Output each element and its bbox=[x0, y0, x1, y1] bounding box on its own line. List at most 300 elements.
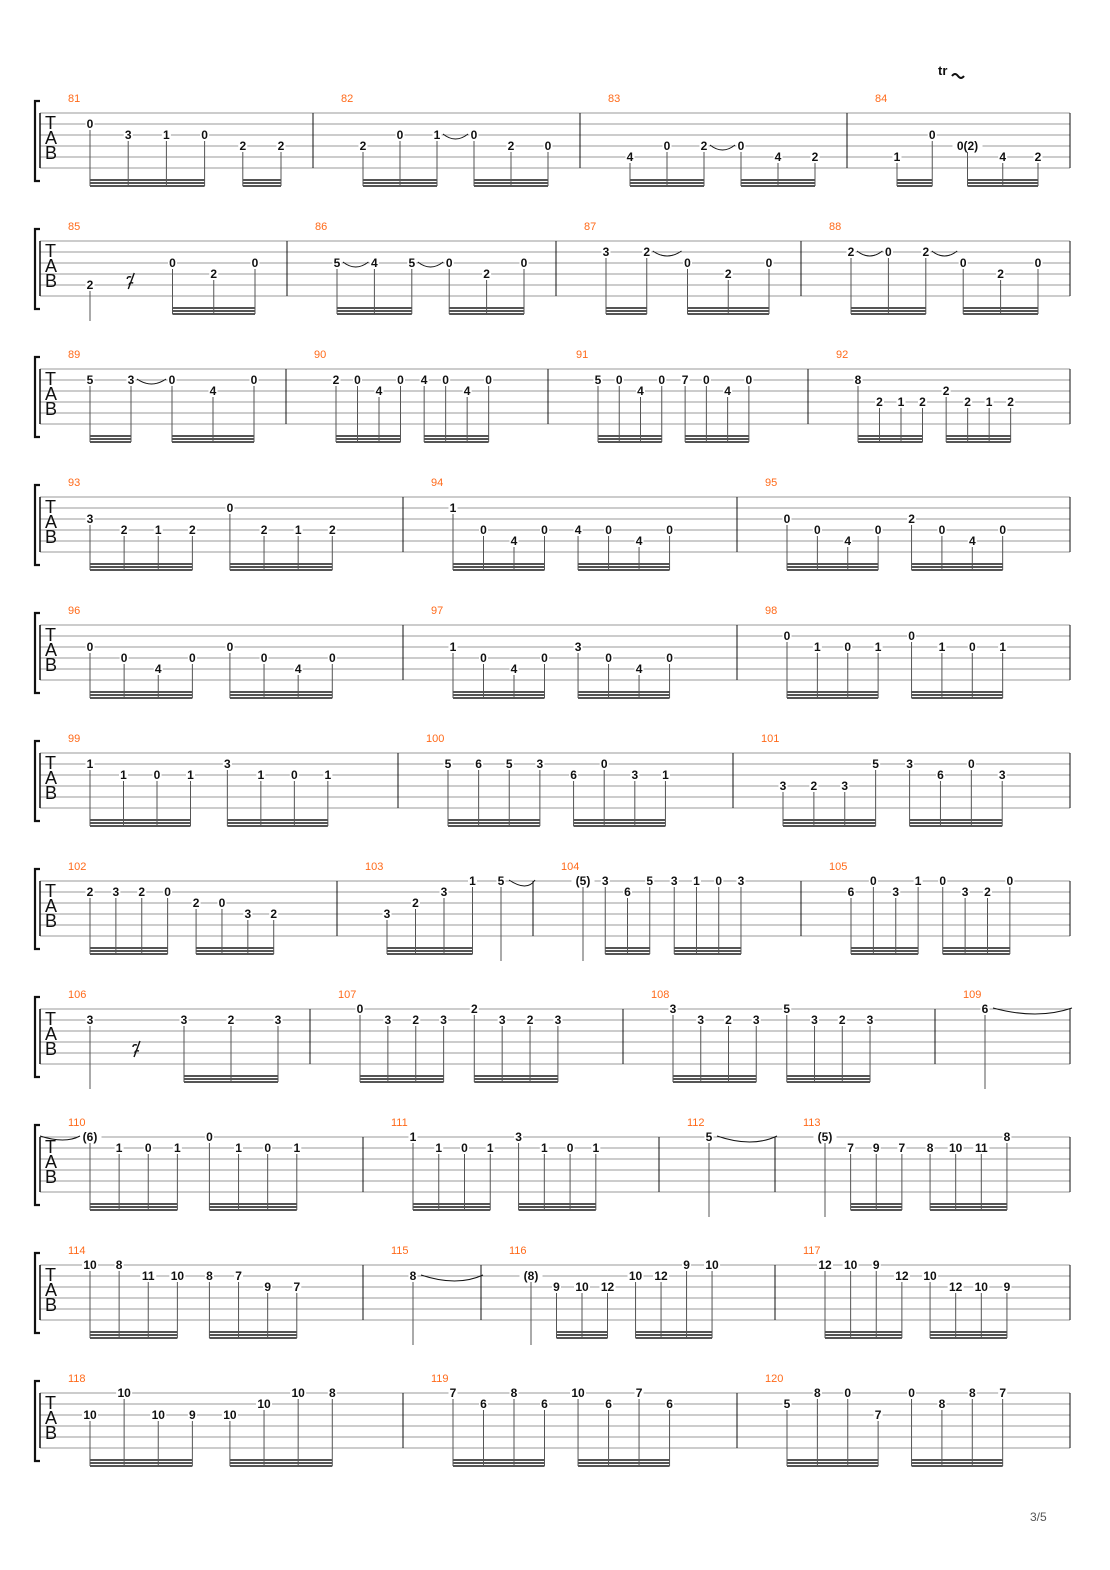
fret-number: 10 bbox=[257, 1397, 271, 1411]
fret-number: 0 bbox=[765, 256, 773, 270]
fret-number: 7 bbox=[898, 1141, 906, 1155]
fret-number: 3 bbox=[601, 874, 609, 888]
tab-clef-letter: A bbox=[45, 384, 58, 404]
fret-number: 0 bbox=[470, 128, 478, 142]
tab-clef-letter: T bbox=[45, 1137, 56, 1157]
tab-clef-letter: A bbox=[45, 640, 58, 660]
measure-100 bbox=[398, 733, 670, 826]
measure-101 bbox=[733, 733, 1007, 826]
tab-clef-letter: A bbox=[45, 1024, 58, 1044]
fret-number: 10 bbox=[83, 1258, 97, 1272]
fret-number: 1 bbox=[293, 1141, 301, 1155]
measure-103 bbox=[337, 861, 535, 961]
measure-number: 86 bbox=[315, 221, 328, 233]
fret-number: 1 bbox=[893, 150, 901, 164]
fret-number: 3 bbox=[737, 874, 745, 888]
fret-number: 4 bbox=[724, 384, 731, 398]
tab-system bbox=[35, 861, 1070, 961]
fret-number: 2 bbox=[483, 267, 490, 281]
fret-number: 0 bbox=[485, 373, 492, 387]
tab-clef-letter: B bbox=[45, 527, 58, 547]
measure-116 bbox=[481, 1245, 720, 1345]
fret-number: 0 bbox=[885, 245, 892, 259]
fret-number: 1 bbox=[662, 768, 669, 782]
measure-93 bbox=[68, 477, 337, 570]
fret-number: 2 bbox=[984, 885, 991, 899]
fret-number: 4 bbox=[294, 662, 302, 676]
fret-number: 0 bbox=[442, 373, 449, 387]
fret-number: 1 bbox=[999, 640, 1007, 654]
fret-number: 2 bbox=[189, 523, 196, 537]
fret-number: 8 bbox=[328, 1386, 336, 1400]
measure-120 bbox=[737, 1373, 1007, 1466]
fret-number: 10 bbox=[83, 1408, 97, 1422]
fret-number: 0 bbox=[1006, 874, 1014, 888]
fret-number: 0 bbox=[939, 874, 947, 888]
fret-number: 3 bbox=[440, 885, 448, 899]
fret-number: 0 bbox=[600, 757, 608, 771]
fret-number: 5 bbox=[497, 874, 505, 888]
fret-number: 2 bbox=[700, 139, 708, 153]
fret-number: 1 bbox=[592, 1141, 600, 1155]
fret-number: 2 bbox=[876, 395, 883, 409]
fret-number: 10 bbox=[705, 1258, 719, 1272]
measure-number: 96 bbox=[68, 605, 81, 617]
tab-system bbox=[35, 349, 1070, 442]
tab-system bbox=[35, 989, 1072, 1089]
fret-number: 0 bbox=[86, 640, 94, 654]
measure-number: 103 bbox=[365, 861, 384, 873]
fret-number: 5 bbox=[444, 757, 452, 771]
fret-number: 4 bbox=[420, 373, 428, 387]
fret-number: 12 bbox=[949, 1280, 963, 1294]
fret-number: 0 bbox=[783, 629, 791, 643]
fret-number: 0 bbox=[745, 373, 753, 387]
measure-number: 97 bbox=[431, 605, 444, 617]
fret-number: 2 bbox=[192, 896, 200, 910]
fret-number: 7 bbox=[449, 1386, 457, 1400]
measure-99 bbox=[68, 733, 332, 826]
fret-number: 2 bbox=[811, 150, 819, 164]
fret-number: (8) bbox=[523, 1269, 539, 1283]
fret-number: 0 bbox=[354, 373, 361, 387]
tab-clef-letter: B bbox=[45, 1167, 58, 1187]
fret-number: 8 bbox=[814, 1386, 821, 1400]
fret-number: 9 bbox=[872, 1258, 880, 1272]
fret-number: 6 bbox=[541, 1397, 548, 1411]
fret-number: 5 bbox=[646, 874, 654, 888]
tab-clef-letter: B bbox=[45, 1423, 58, 1443]
fret-number: 2 bbox=[359, 139, 367, 153]
tab-system bbox=[35, 221, 1070, 321]
fret-number: 5 bbox=[408, 256, 416, 270]
measure-91 bbox=[548, 349, 753, 442]
measure-95 bbox=[737, 477, 1007, 570]
fret-number: 1 bbox=[540, 1141, 548, 1155]
fret-number: 2 bbox=[260, 523, 268, 537]
tab-clef-letter: A bbox=[45, 896, 58, 916]
measure-105 bbox=[801, 861, 1014, 954]
fret-number: 1 bbox=[938, 640, 946, 654]
sixteenth-rest-icon bbox=[127, 273, 134, 289]
fret-number: 3 bbox=[384, 1013, 392, 1027]
fret-number: 9 bbox=[264, 1280, 272, 1294]
fret-number: 5 bbox=[505, 757, 513, 771]
fret-number: 2 bbox=[270, 907, 278, 921]
fret-number: 10 bbox=[843, 1258, 858, 1272]
measure-111 bbox=[363, 1117, 600, 1210]
fret-number: 4 bbox=[154, 662, 162, 676]
fret-number: 3 bbox=[779, 779, 787, 793]
tab-clef-letter: B bbox=[45, 143, 58, 163]
fret-number: 2 bbox=[277, 139, 285, 153]
fret-number: 3 bbox=[906, 757, 913, 771]
fret-number: 1 bbox=[693, 874, 700, 888]
fret-number: 6 bbox=[480, 1397, 487, 1411]
fret-number: 7 bbox=[874, 1408, 882, 1422]
fret-number: 7 bbox=[847, 1141, 854, 1155]
fret-number: 7 bbox=[635, 1386, 643, 1400]
fret-number: 0 bbox=[658, 373, 666, 387]
measure-85 bbox=[68, 221, 260, 321]
tab-clef-letter: B bbox=[45, 1295, 58, 1315]
fret-number: 3 bbox=[811, 1013, 818, 1027]
tab-clef-letter: B bbox=[45, 655, 58, 675]
fret-number: 3 bbox=[536, 757, 544, 771]
measure-102 bbox=[68, 861, 278, 954]
measure-number: 118 bbox=[68, 1373, 86, 1385]
measure-number: 116 bbox=[509, 1245, 527, 1257]
fret-number: 1 bbox=[235, 1141, 242, 1155]
fret-number: 1 bbox=[187, 768, 194, 782]
measure-number: 92 bbox=[836, 349, 849, 361]
fret-number: 3 bbox=[127, 373, 135, 387]
fret-number: 6 bbox=[981, 1002, 989, 1016]
measure-number: 113 bbox=[803, 1117, 821, 1129]
fret-number: 0 bbox=[153, 768, 161, 782]
fret-number: 8 bbox=[409, 1269, 417, 1283]
measure-97 bbox=[403, 605, 674, 698]
measure-number: 90 bbox=[314, 349, 327, 361]
measure-112 bbox=[659, 1117, 777, 1217]
fret-number: 0 bbox=[168, 373, 176, 387]
fret-number: 2 bbox=[227, 1013, 235, 1027]
fret-number: 0 bbox=[928, 128, 936, 142]
fret-number: 8 bbox=[926, 1141, 934, 1155]
fret-number: 0 bbox=[703, 373, 710, 387]
fret-number: 3 bbox=[866, 1013, 874, 1027]
measure-110 bbox=[40, 1117, 301, 1210]
fret-number: 0 bbox=[737, 139, 745, 153]
fret-number: 5 bbox=[783, 1397, 791, 1411]
fret-number: 2 bbox=[120, 523, 128, 537]
fret-number: 6 bbox=[666, 1397, 673, 1411]
measure-84 bbox=[847, 93, 1043, 186]
fret-number: 3 bbox=[86, 512, 94, 526]
fret-number: 4 bbox=[626, 150, 634, 164]
fret-number: 0 bbox=[291, 768, 298, 782]
fret-number: 1 bbox=[154, 523, 162, 537]
fret-number: 3 bbox=[440, 1013, 447, 1027]
fret-number: 3 bbox=[602, 245, 610, 259]
fret-number: 4 bbox=[371, 256, 378, 270]
fret-number: 12 bbox=[818, 1258, 832, 1272]
fret-number: 2 bbox=[922, 245, 930, 259]
fret-number: 1 bbox=[449, 640, 457, 654]
trill-marking bbox=[938, 63, 964, 78]
measure-number: 115 bbox=[391, 1245, 409, 1257]
fret-number: 0 bbox=[251, 256, 259, 270]
fret-number: 8 bbox=[854, 373, 862, 387]
measure-number: 81 bbox=[68, 93, 81, 105]
tab-clef-letter: A bbox=[45, 1408, 58, 1428]
measure-81 bbox=[68, 93, 286, 186]
fret-number: 3 bbox=[961, 885, 969, 899]
measure-118 bbox=[68, 1373, 337, 1466]
fret-number: 1 bbox=[435, 1141, 443, 1155]
fret-number: (6) bbox=[82, 1130, 98, 1144]
fret-number: 1 bbox=[174, 1141, 181, 1155]
fret-number: 10 bbox=[151, 1408, 165, 1422]
fret-number: 3 bbox=[998, 768, 1006, 782]
measure-number: 101 bbox=[761, 733, 780, 745]
fret-number: 3 bbox=[669, 1002, 677, 1016]
fret-number: 0 bbox=[844, 1386, 852, 1400]
fret-number: 9 bbox=[683, 1258, 690, 1272]
fret-number: 7 bbox=[999, 1386, 1007, 1400]
fret-number: 2 bbox=[86, 278, 94, 292]
measure-107 bbox=[310, 989, 562, 1082]
fret-number: 2 bbox=[138, 885, 146, 899]
fret-number: 6 bbox=[570, 768, 577, 782]
measure-94 bbox=[403, 477, 674, 570]
fret-number: 5 bbox=[594, 373, 602, 387]
fret-number: 3 bbox=[224, 757, 231, 771]
fret-number: 0 bbox=[206, 1130, 213, 1144]
fret-number: 11 bbox=[974, 1141, 988, 1155]
fret-number: 1 bbox=[115, 1141, 123, 1155]
fret-number: 3 bbox=[841, 779, 849, 793]
fret-number: 2 bbox=[942, 384, 950, 398]
fret-number: 0 bbox=[226, 501, 234, 515]
fret-number: 2 bbox=[86, 885, 94, 899]
measure-number: 94 bbox=[431, 477, 444, 489]
measure-104 bbox=[533, 861, 745, 961]
fret-number: 9 bbox=[553, 1280, 560, 1294]
fret-number: 8 bbox=[115, 1258, 123, 1272]
fret-number: 6 bbox=[605, 1397, 612, 1411]
measure-number: 104 bbox=[561, 861, 580, 873]
fret-number: 4 bbox=[574, 523, 582, 537]
measure-89 bbox=[68, 349, 259, 442]
fret-number: 3 bbox=[274, 1013, 282, 1027]
tab-clef-letter: T bbox=[45, 625, 56, 645]
tab-clef-letter: T bbox=[45, 1393, 56, 1413]
fret-number: 3 bbox=[112, 885, 120, 899]
fret-number: 4 bbox=[968, 534, 976, 548]
measure-number: 117 bbox=[803, 1245, 821, 1257]
fret-number: 0 bbox=[566, 1141, 574, 1155]
measure-113 bbox=[775, 1117, 1011, 1217]
measure-number: 85 bbox=[68, 221, 81, 233]
measure-number: 89 bbox=[68, 349, 81, 361]
fret-number: 0 bbox=[908, 1386, 915, 1400]
fret-number: 12 bbox=[654, 1269, 668, 1283]
measure-92 bbox=[808, 349, 1015, 442]
measure-114 bbox=[68, 1245, 301, 1338]
fret-number: 9 bbox=[189, 1408, 196, 1422]
tab-clef-letter: T bbox=[45, 113, 56, 133]
measure-87 bbox=[556, 221, 774, 314]
fret-number: 10 bbox=[949, 1141, 963, 1155]
fret-number: 0 bbox=[544, 139, 552, 153]
tab-system bbox=[35, 605, 1070, 698]
fret-number: 10 bbox=[571, 1386, 585, 1400]
fret-number: 3 bbox=[574, 640, 582, 654]
fret-number: 9 bbox=[872, 1141, 880, 1155]
measure-number: 119 bbox=[431, 1373, 449, 1385]
fret-number: 8 bbox=[968, 1386, 976, 1400]
fret-number: 0 bbox=[445, 256, 453, 270]
fret-number: 1 bbox=[486, 1141, 494, 1155]
fret-number: 1 bbox=[163, 128, 170, 142]
fret-number: 0 bbox=[870, 874, 877, 888]
measure-number: 108 bbox=[651, 989, 670, 1001]
fret-number: 5 bbox=[872, 757, 879, 771]
fret-number: 1 bbox=[897, 395, 905, 409]
fret-number: 0 bbox=[968, 640, 976, 654]
measure-number: 110 bbox=[68, 1117, 86, 1129]
fret-number: 1 bbox=[469, 874, 476, 888]
fret-number: 3 bbox=[752, 1013, 760, 1027]
fret-number: 2 bbox=[239, 139, 247, 153]
fret-number: 4 bbox=[637, 384, 644, 398]
fret-number: 10 bbox=[575, 1280, 589, 1294]
fret-number: 11 bbox=[141, 1269, 155, 1283]
measure-number: 82 bbox=[341, 93, 354, 105]
fret-number: 2 bbox=[412, 1013, 420, 1027]
fret-number: 6 bbox=[475, 757, 482, 771]
fret-number: 5 bbox=[86, 373, 94, 387]
measure-number: 102 bbox=[68, 861, 87, 873]
fret-number: 8 bbox=[938, 1397, 946, 1411]
fret-number: 10 bbox=[923, 1269, 937, 1283]
measure-number: 107 bbox=[338, 989, 357, 1001]
fret-number: 1 bbox=[914, 874, 922, 888]
fret-number: 0 bbox=[1034, 256, 1042, 270]
fret-number: 1 bbox=[120, 768, 127, 782]
tab-clef-letter: A bbox=[45, 128, 58, 148]
fret-number: 1 bbox=[86, 757, 94, 771]
measure-88 bbox=[801, 221, 1043, 314]
fret-number: 0 bbox=[120, 651, 128, 665]
measure-number: 105 bbox=[829, 861, 848, 873]
fret-number: 2 bbox=[919, 395, 926, 409]
fret-number: 1 bbox=[433, 128, 441, 142]
fret-number: 10 bbox=[628, 1269, 643, 1283]
fret-number: 0 bbox=[397, 373, 404, 387]
fret-number: 7 bbox=[681, 373, 689, 387]
fret-number: 0 bbox=[814, 523, 821, 537]
fret-number: 9 bbox=[1003, 1280, 1011, 1294]
tab-system bbox=[35, 477, 1070, 570]
fret-number: 0 bbox=[999, 523, 1007, 537]
measure-98 bbox=[737, 605, 1007, 698]
measure-96 bbox=[68, 605, 337, 698]
tab-clef-letter: B bbox=[45, 1039, 58, 1059]
fret-number: 1 bbox=[449, 501, 457, 515]
fret-number: 0 bbox=[684, 256, 691, 270]
fret-number: 0 bbox=[201, 128, 208, 142]
fret-number: 5 bbox=[705, 1130, 713, 1144]
fret-number: 0 bbox=[541, 651, 548, 665]
fret-number: 0 bbox=[461, 1141, 468, 1155]
fret-number: 0 bbox=[663, 139, 671, 153]
fret-number: 2 bbox=[1007, 395, 1014, 409]
fret-number: 2 bbox=[908, 512, 915, 526]
fret-number: 0 bbox=[164, 885, 171, 899]
fret-number: 0 bbox=[874, 523, 882, 537]
fret-number: 7 bbox=[235, 1269, 242, 1283]
measure-number: 83 bbox=[608, 93, 621, 105]
fret-number: 3 bbox=[244, 907, 252, 921]
fret-number: 0 bbox=[356, 1002, 364, 1016]
tab-clef-letter: A bbox=[45, 256, 58, 276]
fret-number: 4 bbox=[635, 534, 643, 548]
measure-number: 91 bbox=[576, 349, 589, 361]
tab-clef-letter: B bbox=[45, 271, 58, 291]
fret-number: 0 bbox=[967, 757, 975, 771]
fret-number: 4 bbox=[510, 534, 518, 548]
fret-number: 0 bbox=[844, 640, 852, 654]
measure-number: 88 bbox=[829, 221, 842, 233]
fret-number: 1 bbox=[409, 1130, 417, 1144]
fret-number: 2 bbox=[810, 779, 818, 793]
fret-number: 4 bbox=[635, 662, 643, 676]
fret-number: 8 bbox=[510, 1386, 518, 1400]
fret-number: 12 bbox=[895, 1269, 909, 1283]
tab-clef-letter: A bbox=[45, 1152, 58, 1172]
fret-number: 0 bbox=[715, 874, 723, 888]
fret-number: (5) bbox=[575, 874, 591, 888]
fret-number: 2 bbox=[724, 267, 732, 281]
fret-number: 3 bbox=[697, 1013, 705, 1027]
fret-number: (5) bbox=[817, 1130, 833, 1144]
fret-number: 4 bbox=[209, 384, 217, 398]
tab-system bbox=[35, 733, 1070, 826]
tab-clef-letter: T bbox=[45, 1265, 56, 1285]
measure-90 bbox=[286, 349, 493, 442]
fret-number: 2 bbox=[470, 1002, 478, 1016]
measure-number: 99 bbox=[68, 733, 81, 745]
fret-number: 0 bbox=[264, 1141, 272, 1155]
page-number: 3/5 bbox=[1030, 1510, 1047, 1524]
fret-number: 2 bbox=[838, 1013, 846, 1027]
fret-number: 2 bbox=[328, 523, 336, 537]
tab-clef-letter: B bbox=[45, 399, 58, 419]
fret-number: 0 bbox=[480, 523, 487, 537]
measure-109 bbox=[935, 989, 1072, 1089]
tab-system bbox=[35, 1245, 1070, 1345]
measure-number: 112 bbox=[687, 1117, 705, 1129]
tab-system bbox=[35, 93, 1070, 186]
fret-number: 1 bbox=[324, 768, 332, 782]
fret-number: 6 bbox=[937, 768, 944, 782]
tab-clef-letter: T bbox=[45, 369, 56, 389]
fret-number: 0 bbox=[169, 256, 176, 270]
fret-number: 1 bbox=[874, 640, 882, 654]
fret-number: 6 bbox=[847, 885, 855, 899]
